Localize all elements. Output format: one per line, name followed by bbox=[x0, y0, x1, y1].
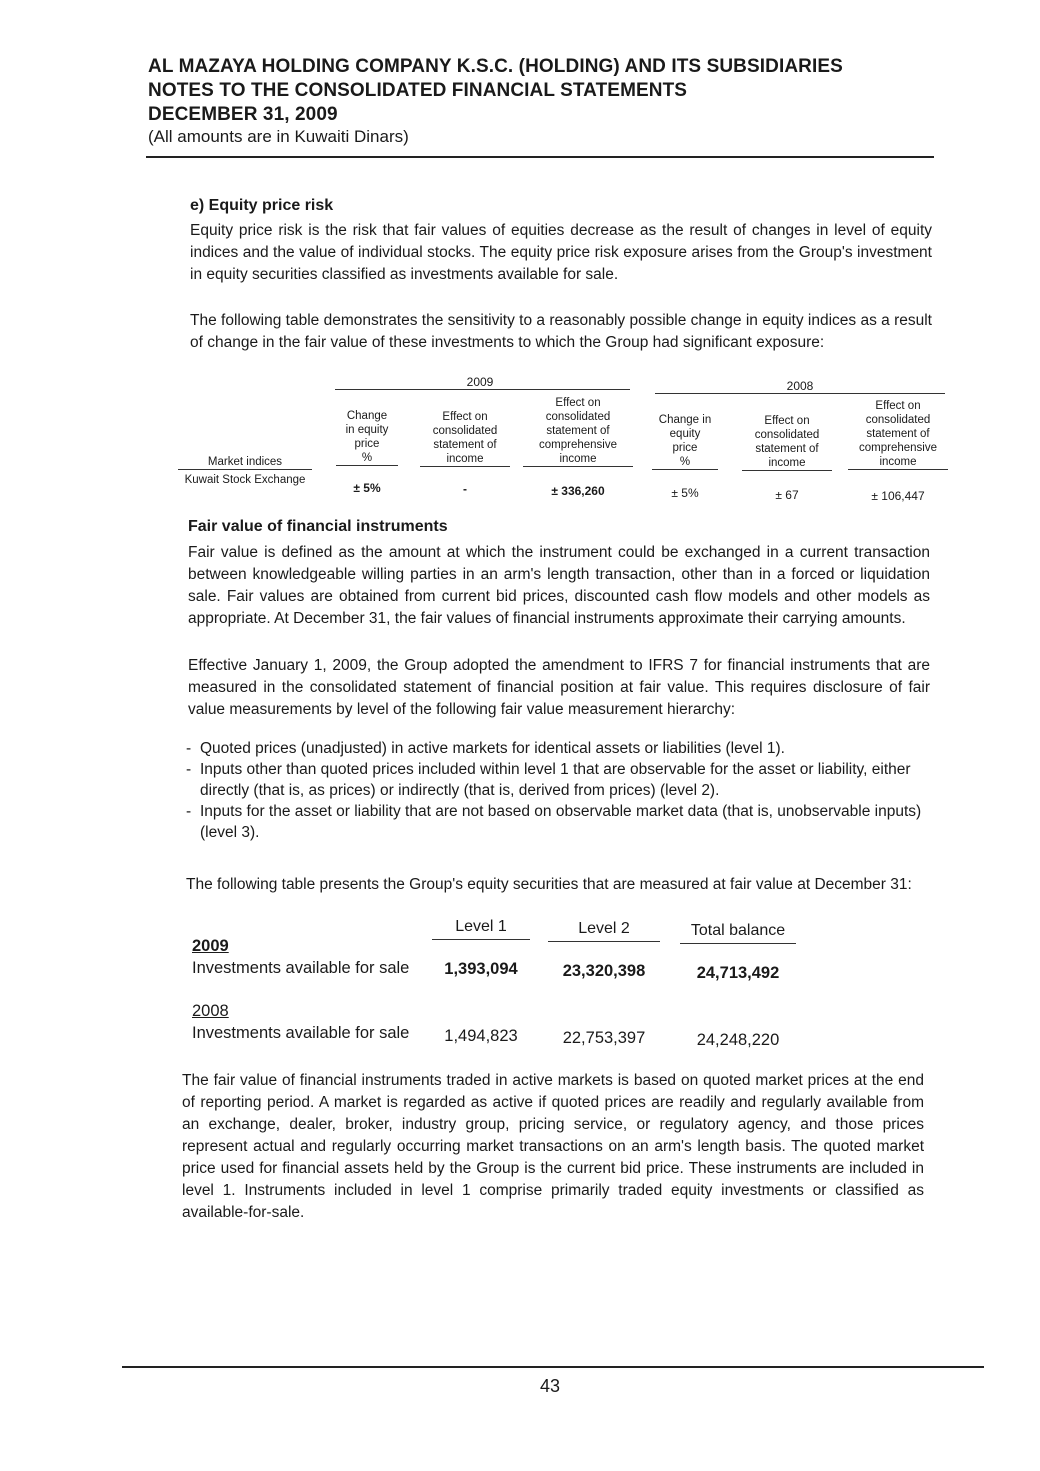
equity-risk-paragraph: Equity price risk is the risk that fair values of equities decrease as the result of changes in level of equity indices and the value of individual stocks. The equity price risk exposure arises from the Group's investment in equity securities classified as investments available for sale. bbox=[190, 222, 932, 283]
value-2009-change: ± 5% bbox=[353, 481, 381, 495]
header-2008-income: Effect on consolidated statement of income bbox=[742, 414, 832, 471]
value-2009-income: - bbox=[463, 482, 467, 496]
header-2008-comprehensive: Effect on consolidated statement of comprehensive income bbox=[848, 399, 948, 470]
value-2009-comprehensive: ± 336,260 bbox=[551, 484, 605, 498]
active-market-paragraph: The fair value of financial instruments traded in active markets is based on quoted market prices at the end of reporting period. A market is regarded as active if quoted prices are readily and regularly available from an exchange, dealer, broker, industry group, pricing service, or regulatory agency, and those prices represent actual and regularly occurring market transactions on an arm's length basis. The quoted market price used for financial assets held by the Group is the current bid price. These instruments are included in level 1. Instruments included in level 1 comprise primarily traded equity investments or classified as available-for-sale. bbox=[182, 1072, 924, 1221]
list-item: - Inputs for the asset or liability that are not based on observable market data (that is, unobservable inputs) (level 3). bbox=[186, 801, 930, 843]
header-market-indices: Market indices bbox=[178, 455, 312, 470]
list-item: - Inputs other than quoted prices included within level 1 that are observable for the asset or liability, either directly (that is, as prices) or indirectly (that is, derived from prices) (level 2). bbox=[186, 759, 930, 801]
year-2008-heading: 2008 bbox=[192, 1002, 229, 1020]
row-2009-level1: 1,393,094 bbox=[444, 960, 518, 978]
footer-rule bbox=[122, 1366, 984, 1368]
header-date: DECEMBER 31, 2009 bbox=[148, 104, 338, 125]
year-2009-heading: 2009 bbox=[192, 937, 229, 955]
fair-value-definition-paragraph: Fair value is defined as the amount at which the instrument could be exchanged in a current transaction between knowledgeable willing parties in an arm's length transaction, other than in a forced or liquidation sale. Fair values are obtained from current bid prices, discounted cash flow models and other models as appropriate. At December 31, the fair values of financial instruments approximate their carrying amounts. bbox=[188, 544, 930, 627]
header-2009-income: Effect on consolidated statement of income bbox=[420, 410, 510, 467]
header-level-2: Level 2 bbox=[548, 920, 660, 942]
sensitivity-intro-paragraph: The following table demonstrates the sensitivity to a reasonably possible change in equity indices as a result of change in the fair value of these investments to which the Group had significant exposure: bbox=[190, 312, 932, 351]
value-2008-income: ± 67 bbox=[775, 488, 799, 502]
value-2008-comprehensive: ± 106,447 bbox=[871, 489, 925, 503]
header-2009-comprehensive: Effect on consolidated statement of comprehensive income bbox=[523, 396, 633, 467]
header-2008-change: Change in equity price % bbox=[652, 413, 718, 470]
year-2009-label: 2009 bbox=[466, 375, 494, 389]
header-rule bbox=[146, 156, 934, 158]
value-2008-change: ± 5% bbox=[671, 486, 699, 500]
ifrs7-paragraph: Effective January 1, 2009, the Group adopted the amendment to IFRS 7 for financial instruments that are measured in the consolidated statement of financial position at fair value. This requires disclosure of fair value measurements by level of the following fair value measurement hierarchy: bbox=[188, 657, 930, 718]
header-2009-change: Change in equity price % bbox=[336, 409, 398, 466]
page-number: 43 bbox=[539, 1376, 561, 1396]
fv-table-intro-paragraph: The following table presents the Group's equity securities that are measured at fair value at December 31: bbox=[186, 876, 912, 893]
header-currency-note: (All amounts are in Kuwaiti Dinars) bbox=[148, 127, 409, 146]
header-company-name: AL MAZAYA HOLDING COMPANY K.S.C. (HOLDING) AND ITS SUBSIDIARIES bbox=[148, 56, 843, 77]
hierarchy-list bbox=[186, 738, 930, 843]
row-2008-label: Investments available for sale bbox=[192, 1024, 410, 1042]
year-2008-label: 2008 bbox=[786, 379, 814, 393]
row-2009-total: 24,713,492 bbox=[696, 964, 780, 982]
header-notes-title: NOTES TO THE CONSOLIDATED FINANCIAL STATEMENTS bbox=[148, 80, 688, 101]
row-2008-total: 24,248,220 bbox=[696, 1031, 780, 1049]
header-level-1: Level 1 bbox=[432, 918, 530, 940]
equity-risk-heading: e) Equity price risk bbox=[190, 197, 334, 214]
row-2009-level2: 23,320,398 bbox=[562, 962, 646, 980]
header-total-balance: Total balance bbox=[680, 922, 796, 944]
row-2009-label: Investments available for sale bbox=[192, 959, 410, 977]
row-label-kuwait-stock-exchange: Kuwait Stock Exchange bbox=[184, 474, 306, 486]
list-item: - Quoted prices (unadjusted) in active markets for identical assets or liabilities (level 1). bbox=[186, 738, 930, 759]
row-2008-level2: 22,753,397 bbox=[562, 1029, 646, 1047]
fair-value-heading: Fair value of financial instruments bbox=[188, 518, 448, 535]
row-2008-level1: 1,494,823 bbox=[444, 1027, 518, 1045]
